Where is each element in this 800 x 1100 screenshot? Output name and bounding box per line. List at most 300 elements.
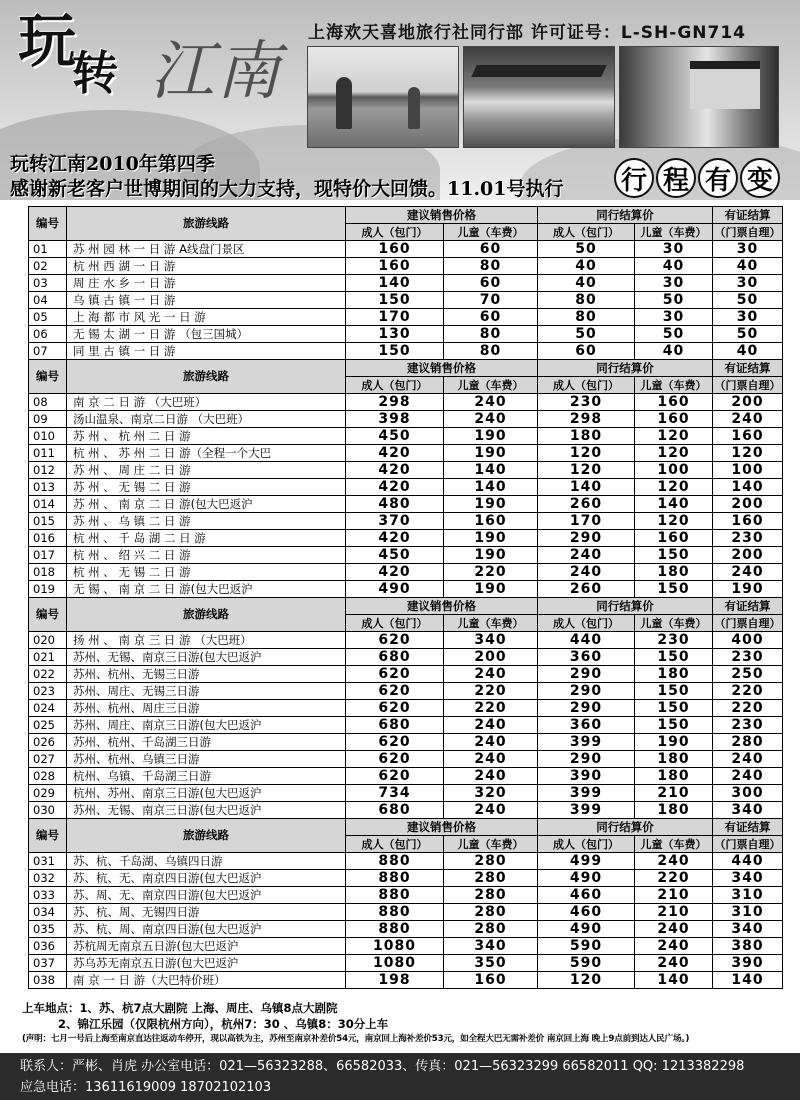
row-number: 019	[29, 581, 67, 598]
agency-license-line: 上海欢天喜地旅行社同行部 许可证号：L-SH-GN714	[308, 23, 746, 43]
suggested-child-price: 350	[444, 955, 538, 972]
cert-price: 200	[713, 496, 783, 513]
suggested-child-price: 280	[444, 921, 538, 938]
row-number: 015	[29, 513, 67, 530]
row-number: 033	[29, 887, 67, 904]
peer-child-price: 240	[635, 921, 713, 938]
col-subheader-cert-note: （门票自理）	[714, 837, 781, 851]
cert-price: 200	[713, 547, 783, 564]
suggested-adult-price: 420	[346, 564, 444, 581]
cert-price: 160	[713, 428, 783, 445]
peer-adult-price: 590	[538, 938, 635, 955]
suggested-adult-price: 398	[346, 411, 444, 428]
peer-child-price: 120	[635, 513, 713, 530]
suggested-child-price: 280	[444, 887, 538, 904]
route-name: 杭 州 、 绍 兴 二 日 游	[67, 547, 346, 564]
col-subheader-adult: 成人（包门）	[538, 377, 635, 394]
cert-price: 140	[713, 972, 783, 989]
peer-adult-price: 120	[538, 462, 635, 479]
row-number: 029	[29, 785, 67, 802]
table-header-row	[29, 360, 783, 377]
peer-adult-price: 170	[538, 513, 635, 530]
route-name: 苏、周、无、南京四日游(包大巴返沪	[67, 887, 346, 904]
table-row	[29, 649, 783, 666]
peer-adult-price: 260	[538, 581, 635, 598]
suggested-adult-price: 880	[346, 870, 444, 887]
contact-line-1: 联系人：严彬、肖虎 办公室电话：021—56323288、66582033、传真：021—56323299 66582011 QQ: 1213382298	[20, 1059, 745, 1074]
col-subheader-child: 儿童（车费）	[444, 836, 538, 853]
route-name: 苏 州 、 周 庄 二 日 游	[67, 462, 346, 479]
suggested-adult-price: 734	[346, 785, 444, 802]
suggested-child-price: 240	[444, 751, 538, 768]
col-header-cert: 有证结算	[713, 360, 783, 377]
suggested-adult-price: 150	[346, 343, 444, 360]
row-number: 02	[29, 258, 67, 275]
peer-adult-price: 399	[538, 734, 635, 751]
emergency-phone: 应急电话：13611619009 18702102103	[20, 1080, 272, 1095]
badge-char: 有	[698, 158, 738, 198]
suggested-child-price: 140	[444, 479, 538, 496]
suggested-adult-price: 880	[346, 853, 444, 870]
route-name: 同 里 古 镇 一 日 游	[67, 343, 346, 360]
canal-houses-photo	[619, 46, 779, 148]
peer-adult-price: 140	[538, 479, 635, 496]
peer-adult-price: 360	[538, 717, 635, 734]
route-name: 南 京 二 日 游 （大巴班）	[67, 394, 346, 411]
suggested-child-price: 280	[444, 904, 538, 921]
cert-price: 390	[713, 955, 783, 972]
peer-child-price: 40	[635, 343, 713, 360]
route-name: 杭 州 、 千 岛 湖 二 日 游	[67, 530, 346, 547]
suggested-adult-price: 680	[346, 802, 444, 819]
peer-child-price: 150	[635, 581, 713, 598]
cert-price: 120	[713, 445, 783, 462]
row-number: 025	[29, 717, 67, 734]
route-name: 苏州、周庄、无锡三日游	[67, 683, 346, 700]
peer-adult-price: 399	[538, 802, 635, 819]
suggested-adult-price: 130	[346, 326, 444, 343]
route-name: 苏州、杭州、无锡三日游	[67, 666, 346, 683]
peer-child-price: 160	[635, 394, 713, 411]
route-name: 杭 州 、 苏 州 二 日 游（全程一个大巴	[67, 445, 346, 462]
table-row	[29, 802, 783, 819]
row-number: 03	[29, 275, 67, 292]
table-row	[29, 666, 783, 683]
peer-adult-price: 230	[538, 394, 635, 411]
table-row	[29, 496, 783, 513]
cert-price: 340	[713, 802, 783, 819]
col-header-cert: 有证结算	[713, 598, 783, 615]
col-header-suggested-price: 建议销售价格	[346, 207, 538, 224]
col-subheader-cert-note: （门票自理）	[714, 616, 781, 630]
cert-price: 190	[713, 581, 783, 598]
col-subheader-child: 儿童（车费）	[444, 224, 538, 241]
peer-adult-price: 298	[538, 411, 635, 428]
peer-adult-price: 490	[538, 921, 635, 938]
cert-price: 380	[713, 938, 783, 955]
row-number: 032	[29, 870, 67, 887]
table-row	[29, 700, 783, 717]
route-name: 苏 州 、 杭 州 二 日 游	[67, 428, 346, 445]
peer-child-price: 230	[635, 632, 713, 649]
suggested-child-price: 160	[444, 513, 538, 530]
row-number: 011	[29, 445, 67, 462]
suggested-adult-price: 620	[346, 683, 444, 700]
suggested-adult-price: 370	[346, 513, 444, 530]
suggested-adult-price: 880	[346, 887, 444, 904]
suggested-child-price: 280	[444, 853, 538, 870]
pagoda-shape	[408, 87, 420, 129]
suggested-child-price: 190	[444, 581, 538, 598]
suggested-adult-price: 160	[346, 241, 444, 258]
suggested-adult-price: 880	[346, 904, 444, 921]
row-number: 030	[29, 802, 67, 819]
col-header-peer-price: 同行结算价	[538, 360, 713, 377]
suggested-child-price: 200	[444, 649, 538, 666]
suggested-adult-price: 880	[346, 921, 444, 938]
row-number: 036	[29, 938, 67, 955]
cert-price: 100	[713, 462, 783, 479]
price-tables	[28, 206, 782, 989]
route-name: 杭 州 西 湖 一 日 游	[67, 258, 346, 275]
row-number: 012	[29, 462, 67, 479]
peer-adult-price: 460	[538, 904, 635, 921]
suggested-adult-price: 1080	[346, 938, 444, 955]
table-row	[29, 241, 783, 258]
col-header-no: 编号	[29, 360, 67, 394]
col-subheader-adult: 成人（包门）	[538, 615, 635, 632]
route-name: 苏乌苏无南京五日游(包大巴返沪	[67, 955, 346, 972]
cert-price: 240	[713, 768, 783, 785]
col-subheader-adult: 成人（包门）	[346, 615, 444, 632]
peer-child-price: 150	[635, 683, 713, 700]
row-number: 010	[29, 428, 67, 445]
suggested-child-price: 160	[444, 972, 538, 989]
suggested-child-price: 80	[444, 326, 538, 343]
peer-child-price: 180	[635, 564, 713, 581]
table-header-row	[29, 819, 783, 836]
peer-adult-price: 290	[538, 666, 635, 683]
col-header-peer-price: 同行结算价	[538, 819, 713, 836]
suggested-adult-price: 490	[346, 581, 444, 598]
peer-adult-price: 180	[538, 428, 635, 445]
row-number: 020	[29, 632, 67, 649]
col-header-route: 旅游线路	[67, 598, 346, 632]
peer-child-price: 210	[635, 904, 713, 921]
suggested-child-price: 220	[444, 700, 538, 717]
col-subheader-adult: 成人（包门）	[346, 224, 444, 241]
logo-title	[18, 7, 115, 100]
suggested-adult-price: 420	[346, 445, 444, 462]
col-subheader-child: 儿童（车费）	[635, 224, 713, 241]
suggested-child-price: 280	[444, 870, 538, 887]
col-subheader-child: 儿童（车费）	[635, 615, 713, 632]
table-row	[29, 887, 783, 904]
peer-child-price: 140	[635, 496, 713, 513]
route-name: 上 海 都 市 风 光 一 日 游	[67, 309, 346, 326]
pickup-location-2: 2、锦江乐园（仅限杭州方向），杭州7：30 、乌镇8：30分上车	[58, 1017, 389, 1031]
suggested-adult-price: 140	[346, 275, 444, 292]
table-row	[29, 853, 783, 870]
route-name: 苏州、杭州、千岛湖三日游	[67, 734, 346, 751]
route-name: 无 锡 、 南 京 二 日 游(包大巴返沪	[67, 581, 346, 598]
table-row	[29, 258, 783, 275]
col-subheader-cert-note: （门票自理）	[714, 378, 781, 392]
peer-child-price: 220	[635, 870, 713, 887]
peer-adult-price: 290	[538, 700, 635, 717]
peer-child-price: 160	[635, 411, 713, 428]
cert-price: 400	[713, 632, 783, 649]
table-row	[29, 530, 783, 547]
col-header-peer-price: 同行结算价	[538, 207, 713, 224]
cert-price: 50	[713, 326, 783, 343]
suggested-adult-price: 420	[346, 479, 444, 496]
col-subheader-child: 儿童（车费）	[635, 836, 713, 853]
suggested-adult-price: 298	[346, 394, 444, 411]
suggested-adult-price: 680	[346, 649, 444, 666]
route-name: 苏 州 、 南 京 二 日 游(包大巴返沪	[67, 496, 346, 513]
row-number: 021	[29, 649, 67, 666]
cert-price: 30	[713, 275, 783, 292]
col-subheader-adult: 成人（包门）	[538, 836, 635, 853]
peer-child-price: 240	[635, 853, 713, 870]
peer-child-price: 160	[635, 530, 713, 547]
suggested-adult-price: 450	[346, 428, 444, 445]
route-name: 苏杭周无南京五日游(包大巴返沪	[67, 938, 346, 955]
notes-section	[22, 1000, 792, 1046]
west-lake-photo	[307, 46, 459, 148]
suggested-child-price: 80	[444, 343, 538, 360]
table-row	[29, 734, 783, 751]
table-row	[29, 343, 783, 360]
peer-child-price: 30	[635, 309, 713, 326]
peer-adult-price: 40	[538, 258, 635, 275]
table-row	[29, 547, 783, 564]
peer-adult-price: 260	[538, 496, 635, 513]
col-header-no: 编号	[29, 207, 67, 241]
cert-price: 240	[713, 411, 783, 428]
col-header-route: 旅游线路	[67, 819, 346, 853]
peer-child-price: 150	[635, 717, 713, 734]
suggested-child-price: 240	[444, 802, 538, 819]
route-name: 苏州、周庄、南京三日游(包大巴返沪	[67, 717, 346, 734]
peer-child-price: 180	[635, 666, 713, 683]
table-row	[29, 445, 783, 462]
row-number: 037	[29, 955, 67, 972]
peer-child-price: 50	[635, 326, 713, 343]
peer-adult-price: 290	[538, 683, 635, 700]
cert-price: 440	[713, 853, 783, 870]
route-name: 无 锡 太 湖 一 日 游 （包三国城）	[67, 326, 346, 343]
cert-price: 240	[713, 564, 783, 581]
suggested-child-price: 190	[444, 530, 538, 547]
table-row	[29, 564, 783, 581]
table-row	[29, 683, 783, 700]
peer-adult-price: 60	[538, 343, 635, 360]
roof-shape	[471, 65, 607, 77]
col-subheader-adult: 成人（包门）	[538, 224, 635, 241]
peer-child-price: 190	[635, 734, 713, 751]
pagoda-shape	[336, 77, 352, 129]
route-name: 苏 州 、 乌 镇 二 日 游	[67, 513, 346, 530]
suggested-adult-price: 420	[346, 462, 444, 479]
table-row	[29, 326, 783, 343]
row-number: 04	[29, 292, 67, 309]
route-name: 苏、杭、无、南京四日游(包大巴返沪	[67, 870, 346, 887]
peer-adult-price: 390	[538, 768, 635, 785]
peer-adult-price: 440	[538, 632, 635, 649]
peer-adult-price: 120	[538, 445, 635, 462]
peer-child-price: 210	[635, 785, 713, 802]
table-row	[29, 581, 783, 598]
row-number: 017	[29, 547, 67, 564]
cert-price: 230	[713, 717, 783, 734]
house-shape	[690, 61, 760, 109]
logo-char-2: 转	[72, 46, 115, 100]
suggested-child-price: 240	[444, 394, 538, 411]
suggested-child-price: 240	[444, 666, 538, 683]
cert-price: 230	[713, 649, 783, 666]
table-row	[29, 972, 783, 989]
cert-price: 340	[713, 921, 783, 938]
row-number: 022	[29, 666, 67, 683]
route-name: 苏 州 园 林 一 日 游 A线盘门景区	[67, 241, 346, 258]
suggested-adult-price: 480	[346, 496, 444, 513]
suggested-child-price: 60	[444, 241, 538, 258]
col-subheader-adult: 成人（包门）	[346, 377, 444, 394]
cert-price: 160	[713, 513, 783, 530]
suggested-child-price: 60	[444, 309, 538, 326]
peer-child-price: 240	[635, 938, 713, 955]
suggested-child-price: 80	[444, 258, 538, 275]
route-name: 杭 州 、 无 锡 二 日 游	[67, 564, 346, 581]
col-header-no: 编号	[29, 819, 67, 853]
peer-adult-price: 120	[538, 972, 635, 989]
promo-announcement: 感谢新老客户世博期间的大力支持，现特价大回馈。11.01号执行	[10, 178, 564, 200]
route-name: 苏、杭、周、南京四日游(包大巴返沪	[67, 921, 346, 938]
col-subheader-child: 儿童（车费）	[444, 377, 538, 394]
col-header-route: 旅游线路	[67, 360, 346, 394]
suggested-adult-price: 620	[346, 666, 444, 683]
peer-child-price: 150	[635, 700, 713, 717]
suggested-child-price: 240	[444, 411, 538, 428]
row-number: 035	[29, 921, 67, 938]
logo-char-1: 玩	[18, 7, 73, 75]
peer-adult-price: 40	[538, 275, 635, 292]
suggested-child-price: 340	[444, 938, 538, 955]
row-number: 028	[29, 768, 67, 785]
table-row	[29, 768, 783, 785]
contact-bar	[0, 1053, 800, 1100]
row-number: 016	[29, 530, 67, 547]
suggested-child-price: 70	[444, 292, 538, 309]
peer-adult-price: 290	[538, 751, 635, 768]
cert-price: 200	[713, 394, 783, 411]
suggested-adult-price: 160	[346, 258, 444, 275]
peer-child-price: 40	[635, 258, 713, 275]
suggested-child-price: 320	[444, 785, 538, 802]
suggested-adult-price: 620	[346, 751, 444, 768]
peer-adult-price: 50	[538, 326, 635, 343]
suggested-adult-price: 680	[346, 717, 444, 734]
table-row	[29, 513, 783, 530]
peer-child-price: 180	[635, 751, 713, 768]
route-name: 汤山温泉、南京二日游 （大巴班）	[67, 411, 346, 428]
table-row	[29, 394, 783, 411]
suggested-adult-price: 620	[346, 700, 444, 717]
suggested-child-price: 140	[444, 462, 538, 479]
table-row	[29, 292, 783, 309]
cert-price: 300	[713, 785, 783, 802]
table-row	[29, 462, 783, 479]
suggested-child-price: 190	[444, 496, 538, 513]
suggested-adult-price: 620	[346, 768, 444, 785]
table-row	[29, 717, 783, 734]
col-header-suggested-price: 建议销售价格	[346, 360, 538, 377]
logo-script-text: 江南	[150, 35, 282, 109]
water-town-photo	[463, 46, 615, 148]
suggested-child-price: 340	[444, 632, 538, 649]
suggested-child-price: 60	[444, 275, 538, 292]
cert-price: 50	[713, 292, 783, 309]
peer-adult-price: 590	[538, 955, 635, 972]
peer-adult-price: 399	[538, 785, 635, 802]
cert-price: 220	[713, 683, 783, 700]
row-number: 024	[29, 700, 67, 717]
peer-child-price: 180	[635, 768, 713, 785]
table-row	[29, 785, 783, 802]
row-number: 014	[29, 496, 67, 513]
peer-child-price: 240	[635, 955, 713, 972]
header-banner	[0, 0, 800, 200]
peer-adult-price: 360	[538, 649, 635, 666]
table-row	[29, 955, 783, 972]
peer-child-price: 150	[635, 649, 713, 666]
peer-child-price: 210	[635, 887, 713, 904]
table-row	[29, 904, 783, 921]
row-number: 09	[29, 411, 67, 428]
cert-price: 140	[713, 479, 783, 496]
peer-child-price: 120	[635, 445, 713, 462]
route-name: 周 庄 水 乡 一 日 游	[67, 275, 346, 292]
row-number: 08	[29, 394, 67, 411]
suggested-adult-price: 1080	[346, 955, 444, 972]
row-number: 034	[29, 904, 67, 921]
peer-adult-price: 290	[538, 530, 635, 547]
peer-adult-price: 240	[538, 547, 635, 564]
row-number: 013	[29, 479, 67, 496]
suggested-child-price: 240	[444, 768, 538, 785]
peer-adult-price: 240	[538, 564, 635, 581]
row-number: 027	[29, 751, 67, 768]
price-table	[28, 206, 783, 989]
suggested-adult-price: 620	[346, 632, 444, 649]
col-header-cert: 有证结算	[713, 207, 783, 224]
peer-child-price: 30	[635, 275, 713, 292]
suggested-child-price: 240	[444, 734, 538, 751]
col-header-cert: 有证结算	[713, 819, 783, 836]
suggested-adult-price: 170	[346, 309, 444, 326]
table-row	[29, 870, 783, 887]
peer-child-price: 120	[635, 479, 713, 496]
col-subheader-adult: 成人（包门）	[346, 836, 444, 853]
col-header-suggested-price: 建议销售价格	[346, 598, 538, 615]
row-number: 023	[29, 683, 67, 700]
table-row	[29, 632, 783, 649]
route-name: 南 京 一 日 游（大巴特价班）	[67, 972, 346, 989]
peer-child-price: 100	[635, 462, 713, 479]
badge-char: 行	[614, 158, 654, 198]
